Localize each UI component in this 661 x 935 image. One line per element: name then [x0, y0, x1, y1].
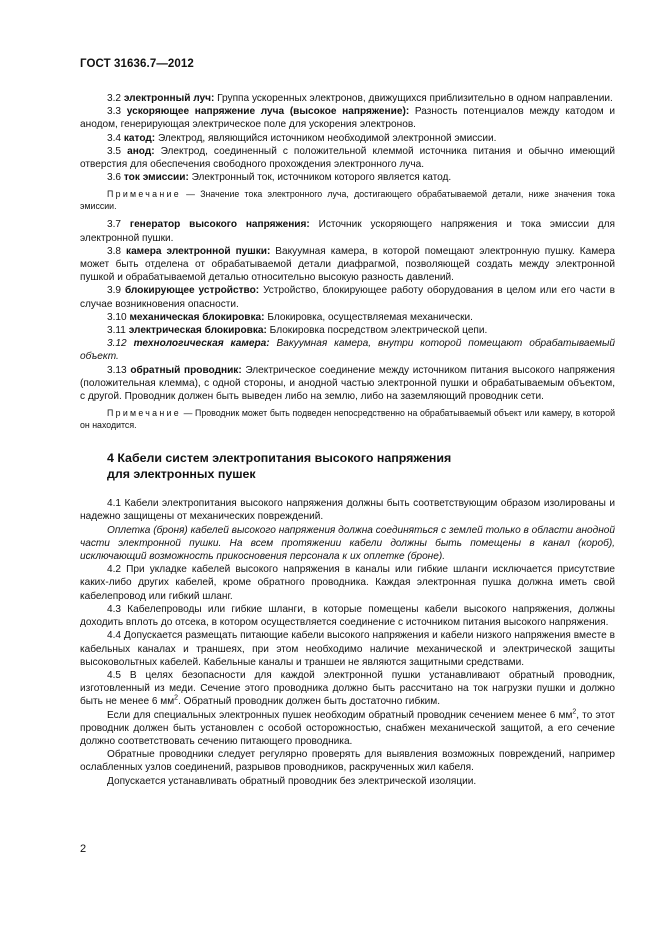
clause-4-4: 4.4 Допускается размещать питающие кабели высокого напряжения и кабели низкого напряжения вместе в кабельных каналах и траншеях, при этом необходимо наличие механической и электрической защиты высоковольтных кабелей. Кабельные каналы и траншеи не являются защитными средствами.: [80, 630, 615, 668]
term-name: блокирующее устройство:: [124, 285, 260, 297]
term-name: ток эмиссии:: [123, 172, 189, 184]
term-name: катод:: [123, 132, 156, 144]
term-name: обратный проводник:: [130, 364, 242, 376]
term-name: технологическая камера:: [133, 338, 270, 350]
clause-4-1-italic: Оплетка (броня) кабелей высокого напряжения должна соединяться с землей только в области анодной части электронной пушки. На всем протяжении кабели должны быть помещены в канал (короб), исключающий возможность прикосновения персонала к их оплетке (броне).: [80, 524, 615, 563]
term-3-7: 3.7 генератор высокого напряжения: Источник ускоряющего напряжения и тока эмиссии для электронной пушки.: [80, 219, 616, 244]
clause-4-2: 4.2 При укладке кабелей высокого напряжения в каналы или гибкие шланги исключается присутствие каких-либо других кабелей, кроме обратного проводника. Каждая электронная пушка должна иметь свой кабелепровод или гибкий шланг.: [80, 564, 615, 602]
clause-4-5: 4.5 В целях безопасности для каждой электронной пушки устанавливают обратный проводник, изготовленный из меди. Сечение этого проводника должно быть рассчитано на ток нагрузки пушки и должно быть не менее 6 $мм^2$. Обратный проводник должен быть достаточно гибким.: [80, 669, 615, 708]
term-3-4: 3.4 катод: Электрод, являющийся источником необходимой электронной эмиссии.: [107, 132, 497, 144]
note-2: Примечание — Проводник может быть подведен непосредственно на обрабатываемый объект или камеру, в которой он находится.: [80, 408, 615, 431]
term-3-8: 3.8 камера электронной пушки: Вакуумная камера, в которой помещают электронную пушку. Камера может быть отделена от обрабатываемой детали диафрагмой, позволяющей создать между электронной пушкой и обрабатываемой деталью относительно высокую разность давлений.: [80, 245, 615, 284]
term-3-11: 3.11 электрическая блокировка: Блокировка посредством электрической цепи.: [107, 325, 488, 337]
term-3-13: 3.13 обратный проводник: Электрическое соединение между источником питания высокого напряжения (положительная клемма), с одной стороны, и анодной частью электронной пушки и обрабатываемым объектом, с другой. Проводник должен быть выведен либо на землю, либо на заземляющий проводник сети.: [80, 364, 615, 403]
note-label: Примечание: [107, 189, 181, 200]
term-name: электрическая блокировка:: [128, 325, 267, 337]
term-name: камера электронной пушки:: [126, 245, 271, 257]
term-3-5: 3.5 анод: Электрод, соединенный с положительной клеммой источника питания и обычно имеющий отверстия для обеспечения свободного прохождения электронного луча.: [80, 145, 615, 171]
page-content: [80, 92, 615, 788]
clause-4-3: 4.3 Кабелепроводы или гибкие шланги, в которые помещены кабели высокого напряжения, должны доходить вплоть до отсека, в котором осуществляется соединение с источником питания высокого напряжения.: [80, 603, 615, 629]
clause-4-5-special: Если для специальных электронных пушек необходим обратный проводник сечением менее 6 $мм^2$, то этот проводник должен быть установлен с особой осторожностью, снабжен механической защитой, а его сечение должно соответствовать сечению питающего проводника.: [80, 708, 615, 747]
note-label: Примечание: [107, 408, 181, 419]
term-name: механическая блокировка:: [129, 311, 265, 323]
clause-4-5-check: Обратные проводники следует регулярно проверять для выявления возможных повреждений, например ослабленных узлов соединений, разрывов проводников, раскрученных жил кабеля.: [80, 749, 615, 774]
term-3-12: 3.12 технологическая камера: Вакуумная камера, внутри которой помещают обрабатываемый объект.: [80, 338, 615, 363]
section-4-title: 4 Кабели систем электропитания высокого напряжения для электронных пушек: [107, 451, 452, 481]
clause-4-5-noinsulation: Допускается устанавливать обратный проводник без электрической изоляции.: [107, 775, 477, 787]
term-name: генератор высокого напряжения:: [129, 219, 310, 231]
term-3-3: 3.3 ускоряющее напряжение луча (высокое напряжение): Разность потенциалов между катодом и анодом, генерирующая электрическое поле для ускорения электронов.: [80, 106, 615, 131]
term-3-9: 3.9 блокирующее устройство: Устройство, блокирующее работу оборудования в целом или его части в случае возникновения опасности.: [80, 285, 615, 310]
term-name: анод:: [127, 145, 155, 157]
term-3-2: 3.2 электронный луч: Группа ускоренных электронов, движущихся приблизительно в одном направлении.: [107, 93, 613, 104]
term-name: ускоряющее напряжение луча (высокое напряжение):: [126, 106, 410, 118]
term-3-6: 3.6 ток эмиссии: Электронный ток, источником которого является катод.: [107, 172, 452, 184]
page-number: 2: [80, 843, 87, 855]
term-3-10: 3.10 механическая блокировка: Блокировка, осуществляемая механически.: [107, 311, 473, 323]
document-header: ГОСТ 31636.7—2012: [80, 58, 194, 70]
clause-4-1: 4.1 Кабели электропитания высокого напряжения должны быть соответствующим образом изолированы и надежно защищены от механических повреждений.: [80, 498, 615, 523]
note-1: Примечание — Значение тока электронного луча, достигающего обрабатываемой детали, ниже значения тока эмиссии.: [80, 189, 615, 212]
term-name: электронный луч:: [123, 93, 215, 104]
